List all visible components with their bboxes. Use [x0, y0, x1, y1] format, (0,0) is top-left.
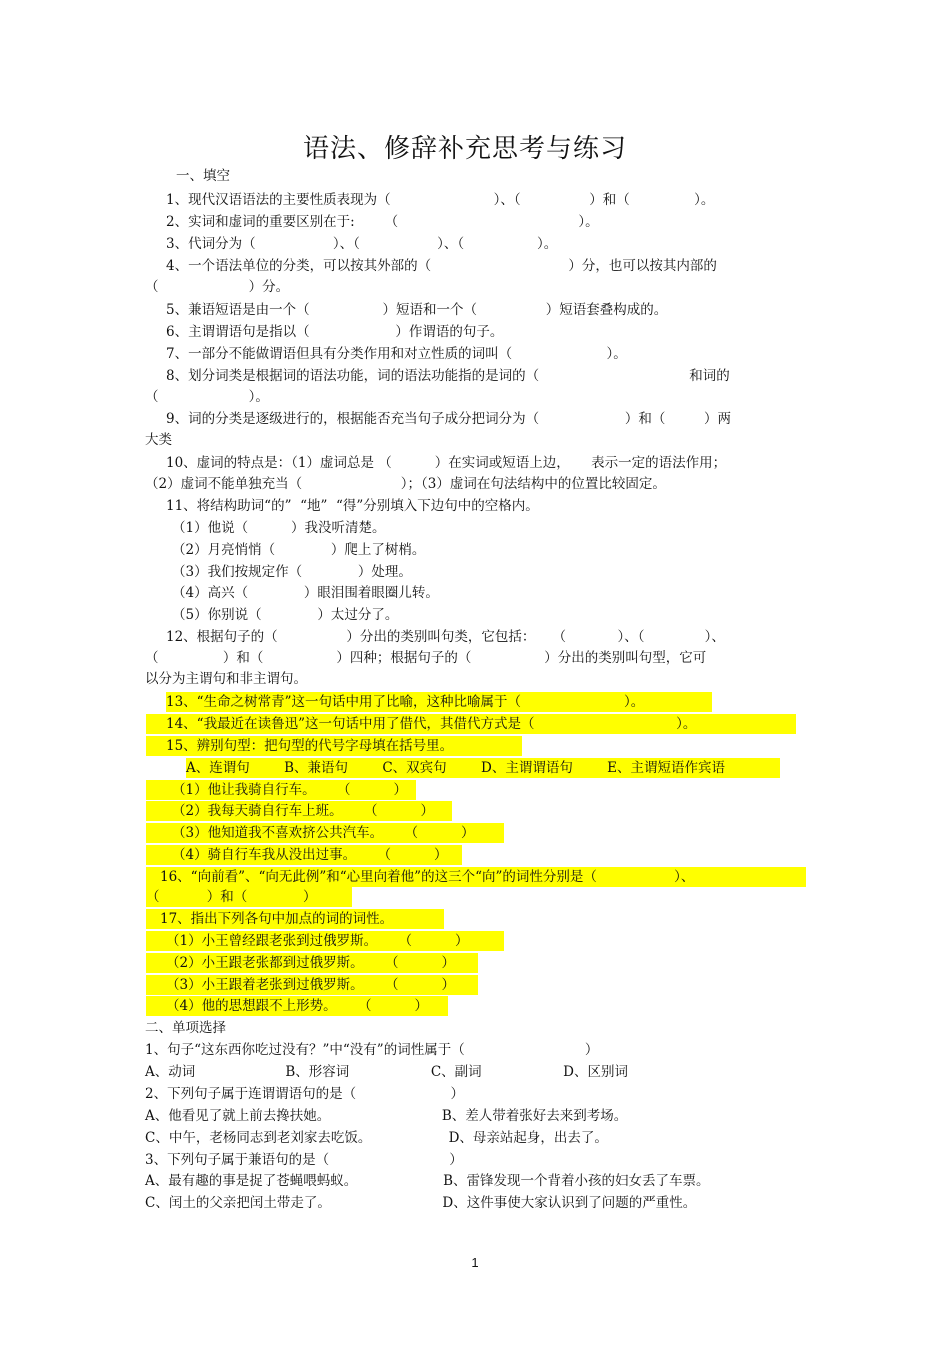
question-line: 3、代词分为（ ）、（ ）、（ ）。: [166, 236, 558, 252]
question-line: 2、实词和虚词的重要区别在于: （ ）。: [166, 214, 599, 230]
option-line: C、中午，老杨同志到老刘家去吃饭。 D、母亲站起身，出去了。: [145, 1130, 608, 1146]
highlighted-question-line: 15、辨别句型：把句型的代号字母填在括号里。: [146, 736, 522, 756]
question-line: 大类: [145, 432, 172, 448]
highlighted-question-line: 14、“我最近在读鲁迅”这一句话中用了借代，其借代方式是（ ）。: [146, 714, 796, 734]
question-line: 以分为主谓句和非主谓句。: [145, 671, 307, 687]
question-line: （4）高兴（ ）眼泪围着眼圈儿转。: [172, 585, 439, 601]
option-line: C、闰土的父亲把闰土带走了。 D、这件事使大家认识到了问题的严重性。: [145, 1195, 697, 1211]
question-line: （ ）分。: [145, 279, 290, 295]
question-line: （2）月亮悄悄（ ）爬上了树梢。: [172, 542, 426, 558]
highlighted-question-line: 13、“生命之树常青”这一句话中用了比喻，这种比喻属于（ ）。: [166, 692, 712, 712]
highlighted-question-line: （ ）和（ ）: [146, 887, 352, 907]
highlighted-question-line: （1）小王曾经跟老张到过俄罗斯。 （ ）: [146, 931, 504, 951]
question-line: 8、划分词类是根据词的语法功能，词的语法功能指的是词的（ 和词的: [166, 368, 730, 384]
highlighted-question-line: （2）我每天骑自行车上班。 （ ）: [146, 801, 452, 821]
question-line: （2）虚词不能单独充当（ ）；（3）虚词在句法结构中的位置比较固定。: [145, 476, 666, 492]
highlighted-question-line: （1）他让我骑自行车。 （ ）: [146, 780, 416, 800]
option-line: A、他看见了就上前去搀扶她。 B、差人带着张好去来到考场。: [145, 1108, 628, 1124]
highlighted-question-line: （4）他的思想跟不上形势。 （ ）: [146, 996, 448, 1016]
highlighted-question-line: （4）骑自行车我从没出过事。 （ ）: [146, 845, 462, 865]
highlighted-question-line: （3）他知道我不喜欢挤公共汽车。 （ ）: [146, 823, 504, 843]
question-line: 6、主谓谓语句是指以（ ）作谓语的句子。: [166, 324, 504, 340]
option-line: A、最有趣的事是捉了苍蝇喂蚂蚁。 B、雷锋发现一个背着小孩的妇女丢了车票。: [145, 1173, 710, 1189]
question-line: 1、现代汉语语法的主要性质表现为（ ）、（ ）和（ ）。: [166, 192, 715, 208]
highlighted-question-line: （3）小王跟着老张到过俄罗斯。 （ ）: [146, 975, 478, 995]
page-title: 语法、修辞补充思考与练习: [302, 134, 627, 164]
page-number: 1: [471, 1255, 479, 1270]
question-line: 5、兼语短语是由一个（ ）短语和一个（ ）短语套叠构成的。: [166, 302, 668, 318]
question-line: （1）他说（ ）我没听清楚。: [172, 520, 386, 536]
highlighted-question-line: A、连谓句 B、兼语句 C、双宾句 D、主谓谓语句 E、主谓短语作宾语: [186, 758, 780, 778]
question-line: （5）你别说（ ）太过分了。: [172, 607, 399, 623]
question-line: 3、下列句子属于兼语句的是（ ）: [145, 1152, 463, 1168]
option-line: A、动词 B、形容词 C、副词 D、区别词: [145, 1064, 629, 1080]
question-line: 1、句子“这东西你吃过没有？”中“没有”的词性属于（ ）: [145, 1042, 599, 1058]
highlighted-question-line: （2）小王跟老张都到过俄罗斯。 （ ）: [146, 953, 478, 973]
question-line: 2、下列句子属于连谓谓语句的是（ ）: [145, 1086, 464, 1102]
question-line: 12、根据句子的（ ）分出的类别叫句类，它包括： （ ）、（ ）、: [166, 629, 725, 645]
question-line: 4、一个语法单位的分类，可以按其外部的（ ）分，也可以按其内部的: [166, 258, 717, 274]
question-line: 9、词的分类是逐级进行的，根据能否充当句子成分把词分为（ ）和（ ）两: [166, 411, 732, 427]
section-heading-multiple-choice: 二、单项选择: [145, 1020, 226, 1036]
highlighted-question-line: 17、指出下列各句中加点的词的词性。: [146, 909, 444, 929]
highlighted-question-line: 16、“向前看”、“向无此例”和“心里向着他”的这三个“向”的词性分别是（ ）、: [146, 867, 806, 887]
question-line: 11、将结构助词“的” “地” “得”分别填入下边句中的空格内。: [166, 498, 539, 514]
question-line: （ ）。: [145, 389, 269, 405]
question-line: （3）我们按规定作（ ）处理。: [172, 564, 412, 580]
section-heading-fill-blank: 一、填空: [176, 168, 230, 184]
question-line: 10、虚词的特点是：（1）虚词总是 （ ）在实词或短语上边， 表示一定的语法作用；: [166, 455, 727, 471]
question-line: 7、一部分不能做谓语但具有分类作用和对立性质的词叫（ ）。: [166, 346, 627, 362]
question-line: （ ）和（ ）四种；根据句子的（ ）分出的类别叫句型，它可: [145, 650, 707, 666]
